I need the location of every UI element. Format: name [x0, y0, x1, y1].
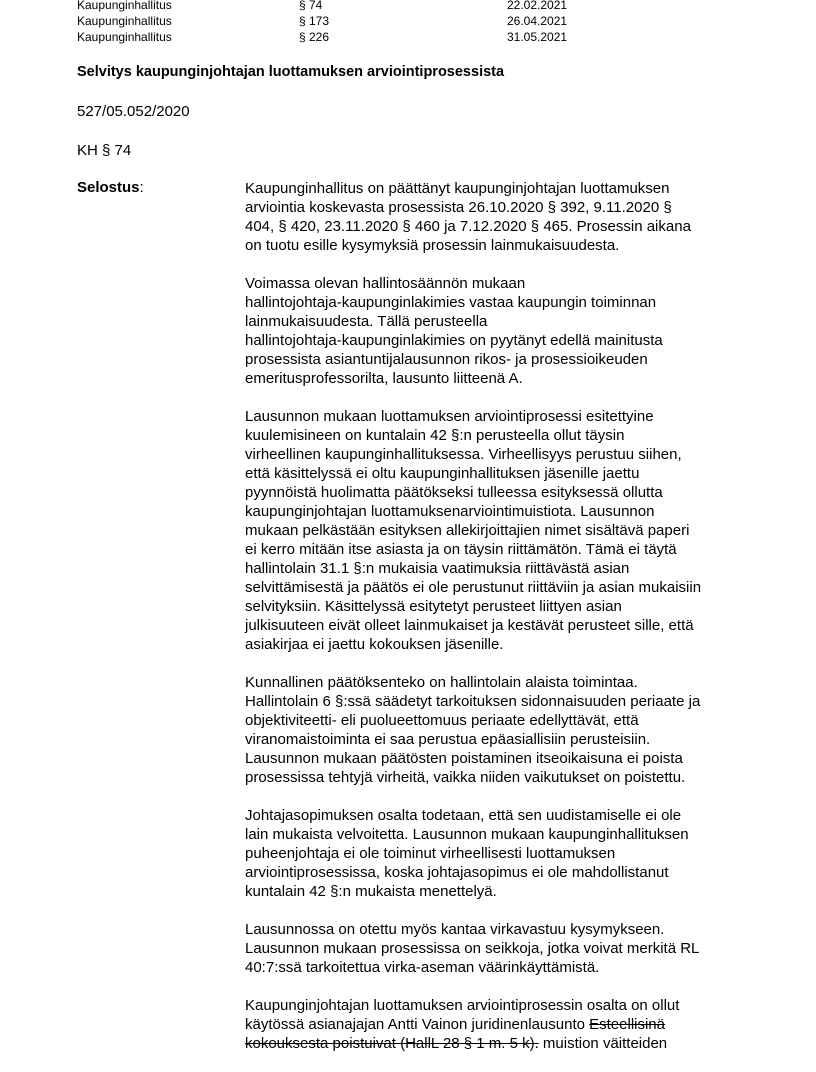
history-row [77, 0, 617, 13]
body-paragraph [245, 179, 745, 255]
text-line: objektiviteetti- eli puolueettomuus periaate edellyttävät, että [245, 712, 639, 729]
body-paragraph [245, 920, 745, 977]
text-line: Kaupunginhallitus on päättänyt kaupunginjohtajan luottamuksen [245, 180, 670, 197]
history-body: Kaupunginhallitus [77, 0, 172, 12]
text-line: kuntalain 42 §:n mukaista menettelyä. [245, 883, 497, 900]
text-line: emeritusprofessorilta, lausunto liitteenä A. [245, 370, 523, 387]
body-paragraph [245, 806, 745, 901]
history-date: 26.04.2021 [507, 14, 568, 28]
history-row [77, 13, 617, 29]
explanation-body [245, 179, 745, 1072]
text-line: lain mukaista velvoitetta. Lausunnon mukaan kaupunginhallituksen [245, 826, 689, 843]
diary-number: 527/05.052/2020 [77, 103, 190, 120]
text-line: lainmukaisuudesta. Tällä perusteella [245, 313, 488, 330]
text-line: kaupunginjohtajan luottamuksenarviointimuistiota. Lausunnon [245, 503, 655, 520]
text-line: hallintojohtaja-kaupunginlakimies vastaa kaupungin toiminnan [245, 294, 657, 311]
text-line: kuulemisineen on kuntalain 42 §:n perusteella ollut täysin [245, 427, 625, 444]
text-line: puheenjohtaja ei ole toiminut virheellisesti luottamuksen [245, 845, 616, 862]
document-title: Selvitys kaupunginjohtajan luottamuksen arviointiprosessista [77, 64, 505, 80]
text-line: arviointiprosessissa, koska johtajasopimus ei ole mahdollistanut [245, 864, 669, 881]
selostus-label [77, 179, 144, 196]
text-line: Kunnallinen päätöksenteko on hallintolain alaista toimintaa. [245, 674, 638, 691]
text-line: selvityksiin. Käsittelyssä esitytetyt perusteet liittyen asian [245, 598, 622, 615]
struck-text: kokouksesta poistuivat (HallL 28 § 1 m. 5 k). [245, 1035, 539, 1052]
history-row [77, 29, 617, 45]
text-line: selvittämisestä ja päätös ei ole perustunut riittäviin ja asian mukaisiin [245, 579, 702, 596]
decision-history [77, 0, 617, 45]
text-segment: käytössä asianajajan Antti Vainon juridinenlausunto [245, 1016, 590, 1033]
body-paragraph [245, 407, 745, 654]
text-line: prosessista asiantuntijalausunnon rikos- ja prosessioikeuden [245, 351, 648, 368]
history-section: § 226 [299, 30, 330, 44]
body-paragraph [245, 673, 745, 787]
struck-text: Esteellisinä [589, 1016, 665, 1033]
text-line: ei kerro mitään itse asiasta ja on täysin riittämätön. Tämä ei täytä [245, 541, 677, 558]
text-line: Lausunnossa on otettu myös kantaa virkavastuu kysymykseen. [245, 921, 665, 938]
text-line: virheellinen kaupunginhallituksessa. Virheellisyys perustuu siihen, [245, 446, 682, 463]
text-line: Lausunnon mukaan päätösten poistaminen itseoikaisuna ei poista [245, 750, 683, 767]
text-line: prosessissa tehtyjä virheitä, vaikka niiden vaikutukset on poistettu. [245, 769, 686, 786]
history-date: 31.05.2021 [507, 30, 568, 44]
text-line: että käsittelyssä ei oltu kaupunginhallituksen jäsenille jaettu [245, 465, 640, 482]
text-line: 404, § 420, 23.11.2020 § 460 ja 7.12.2020 § 465. Prosessin aikana [245, 218, 691, 235]
text-line: hallintolain 31.1 §:n mukaisia vaatimuksia riittävästä asian [245, 560, 630, 577]
text-line: viranomaistoiminta ei saa perustua epäasiallisiin perusteisiin. [245, 731, 651, 748]
text-line: Hallintolain 6 §:ssä säädetyt tarkoituksen sidonnaisuuden periaate ja [245, 693, 701, 710]
text-line: Johtajasopimuksen osalta todetaan, että sen uudistamiselle ei ole [245, 807, 682, 824]
text-line: mukaan pelkästään esityksen allekirjoittajien nimet sisältävä paperi [245, 522, 690, 539]
text-segment: muistion väitteiden [538, 1035, 668, 1052]
text-line: Kaupunginjohtajan luottamuksen arviointiprosessin osalta on ollut [245, 997, 680, 1014]
label-colon: : [139, 179, 144, 196]
text-line [245, 1015, 745, 1034]
text-line: julkisuuteen eivät olleet lainmukaiset ja kestävät perusteet sille, että [245, 617, 694, 634]
text-line: Voimassa olevan hallintosäännön mukaan [245, 275, 526, 292]
history-section: § 173 [299, 14, 330, 28]
text-line: asiakirjaa ei jaettu kokouksen jäsenille. [245, 636, 504, 653]
history-body: Kaupunginhallitus [77, 30, 172, 44]
text-line: arviointia koskevasta prosessista 26.10.2020 § 392, 9.11.2020 § [245, 199, 672, 216]
text-line: pyynnöistä huolimatta päätökseksi tulleessa esityksessä ollutta [245, 484, 663, 501]
history-date: 22.02.2021 [507, 0, 568, 12]
section-reference: KH § 74 [77, 142, 132, 159]
text-line: hallintojohtaja-kaupunginlakimies on pyytänyt edellä mainitusta [245, 332, 663, 349]
text-line: Lausunnon mukaan prosessissa on seikkoja, jotka voivat merkitä RL [245, 940, 700, 957]
text-line: on tuotu esille kysymyksiä prosessin lainmukaisuudesta. [245, 237, 620, 254]
text-line: Lausunnon mukaan luottamuksen arviointiprosessi esitettyine [245, 408, 654, 425]
label-text: Selostus [77, 179, 140, 196]
body-paragraph [245, 274, 745, 388]
history-section: § 74 [299, 0, 323, 12]
history-body: Kaupunginhallitus [77, 14, 172, 28]
last-paragraph [245, 996, 745, 1053]
text-line: 40:7:ssä tarkoitettua virka-aseman väärinkäyttämistä. [245, 959, 600, 976]
text-line [245, 1034, 745, 1053]
